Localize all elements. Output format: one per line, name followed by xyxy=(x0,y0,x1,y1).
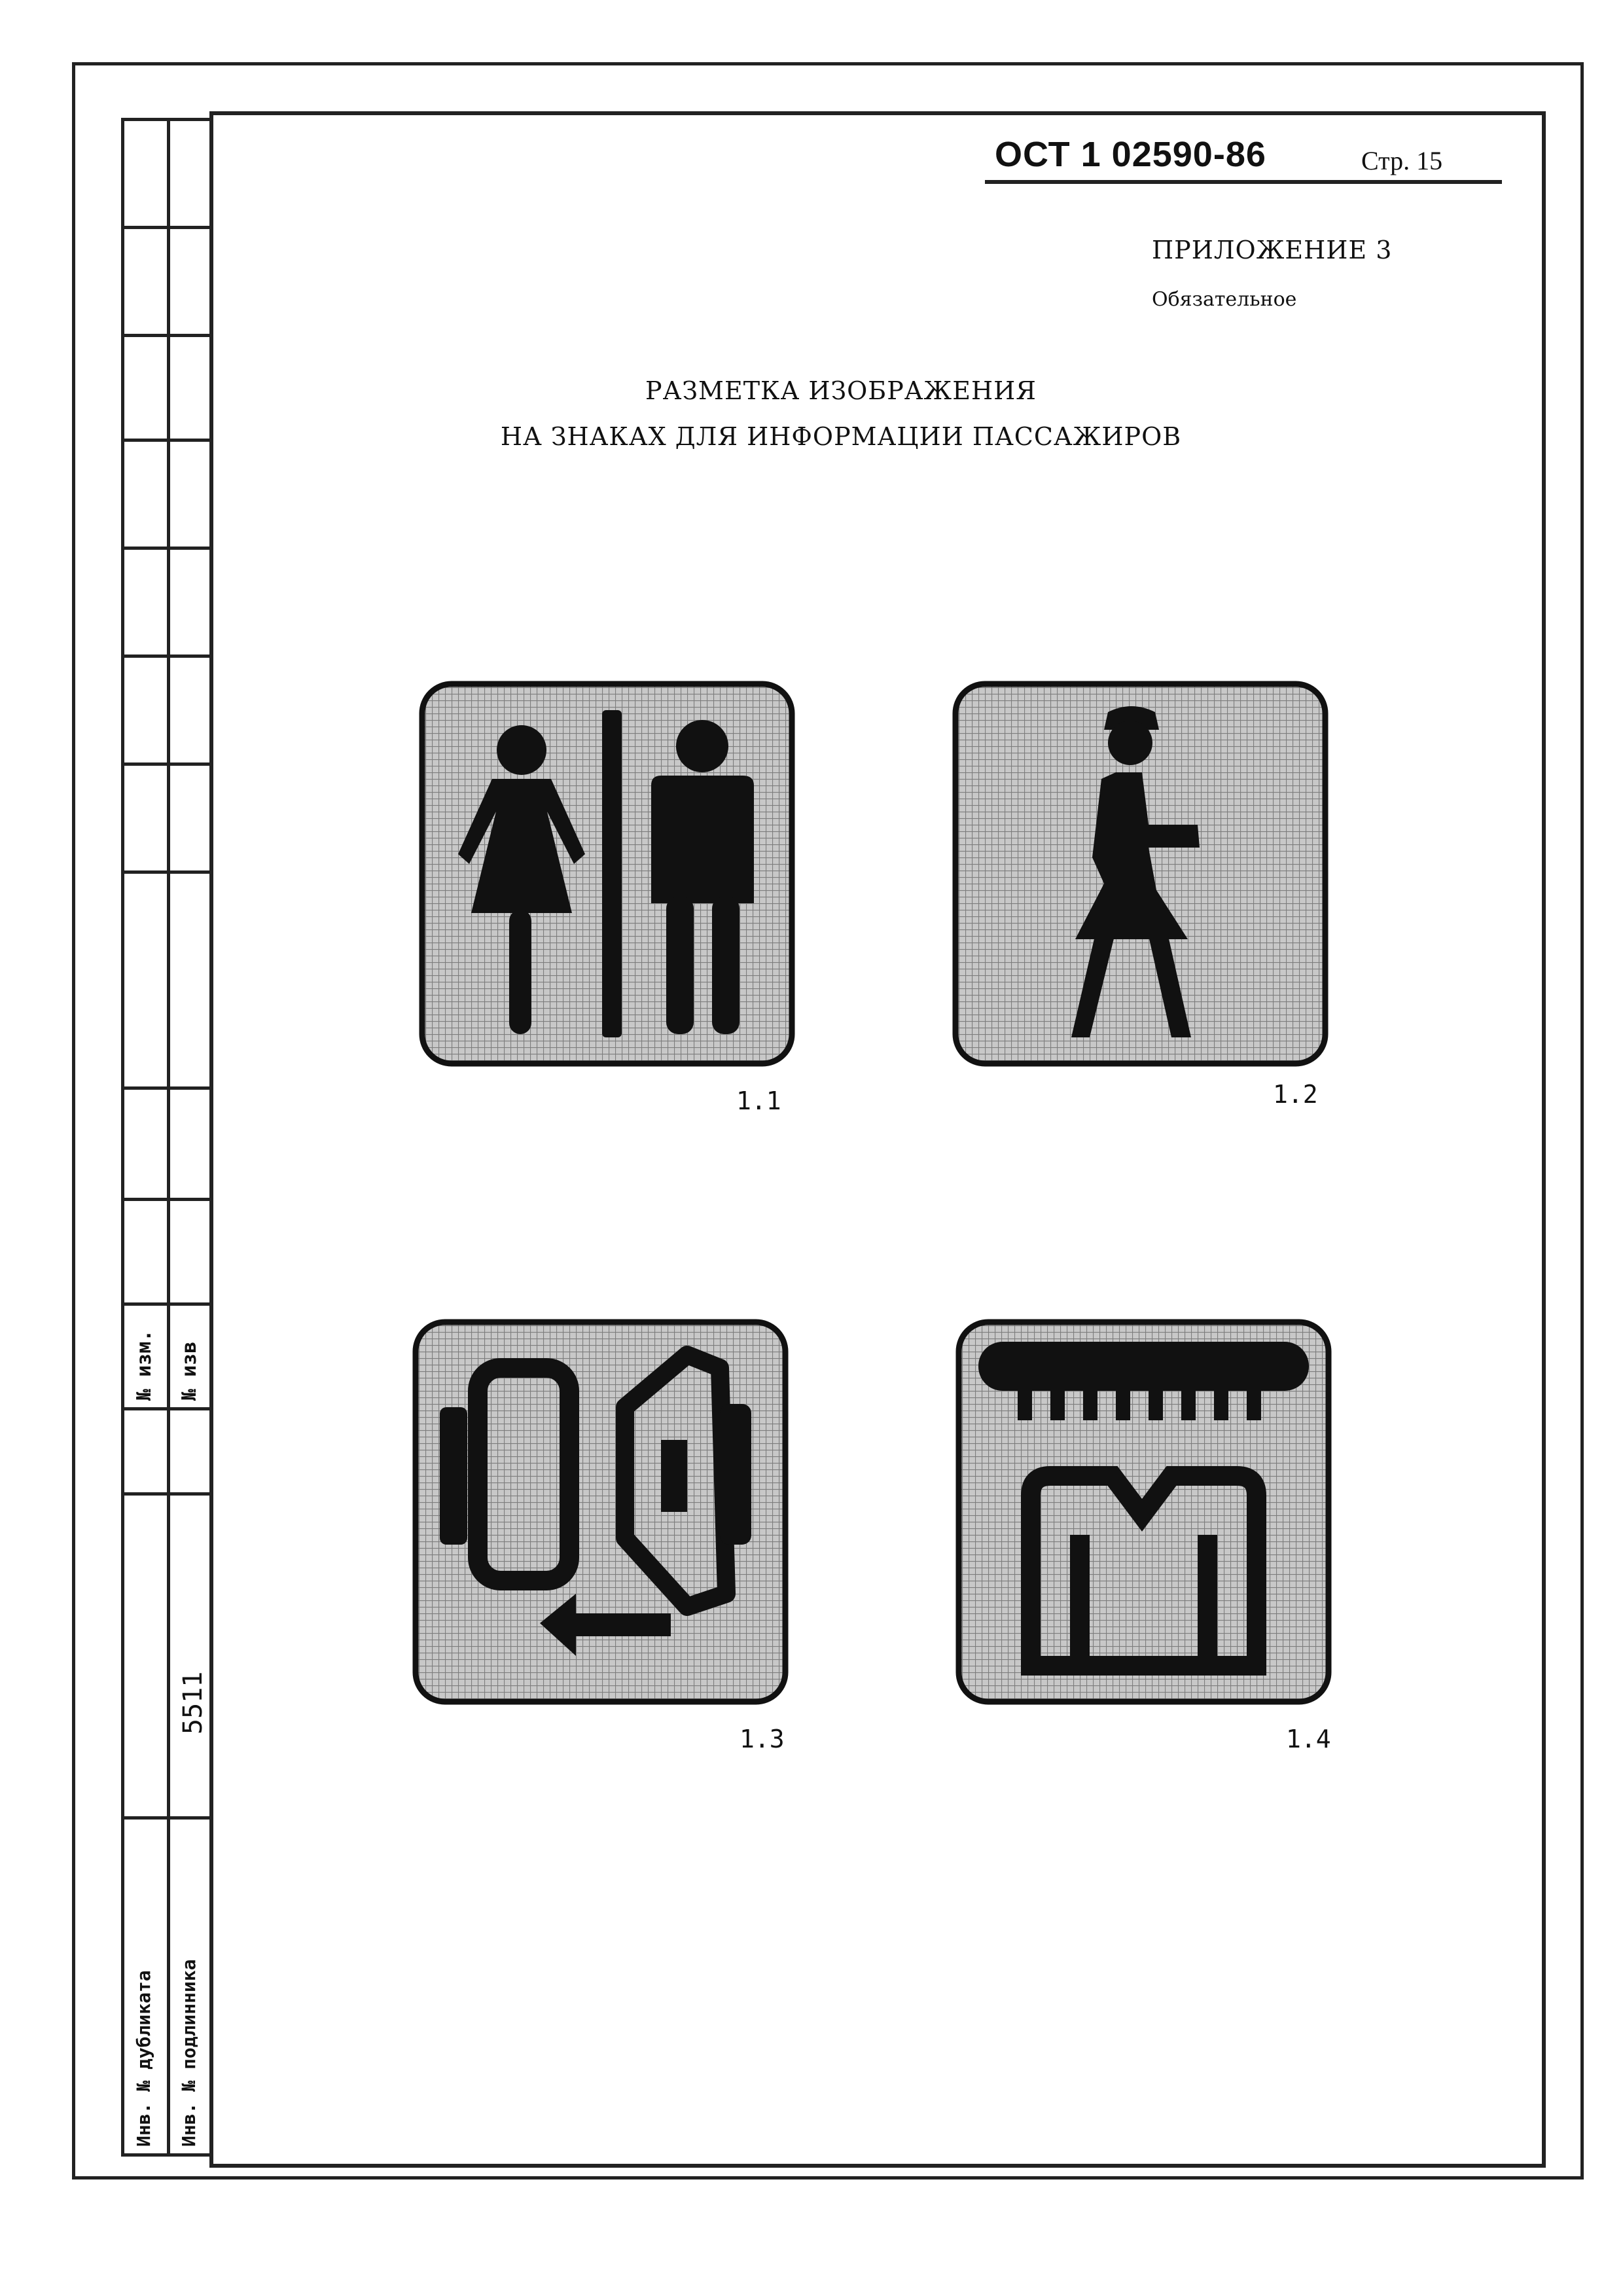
sign-label-1-1: 1.1 xyxy=(736,1086,781,1115)
appendix-note: Обязательное xyxy=(1152,288,1297,311)
appendix-title: ПРИЛОЖЕНИЕ 3 xyxy=(1152,236,1393,264)
binding-top xyxy=(121,118,213,121)
binding-row-line xyxy=(121,1086,213,1090)
binding-row-line xyxy=(121,655,213,658)
binding-row-line xyxy=(121,1816,213,1820)
notice-number-label: № изв xyxy=(178,1341,201,1401)
seatbelt-speaker-icon xyxy=(412,1319,789,1705)
change-number-label: № изм. xyxy=(133,1329,156,1401)
inner-frame xyxy=(209,111,1546,2168)
binding-row-line xyxy=(121,1198,213,1201)
binding-row-line xyxy=(121,762,213,766)
heading-line-1: РАЗМЕТКА ИЗОБРАЖЕНИЯ xyxy=(645,376,1037,405)
binding-row-line xyxy=(121,1302,213,1306)
binding-row-line xyxy=(121,334,213,337)
flight-attendant-icon xyxy=(952,681,1329,1067)
binding-row-line xyxy=(121,547,213,550)
duplicate-inventory-label: Инв. № дубликата xyxy=(133,1970,154,2147)
heading-line-2: НА ЗНАКАХ ДЛЯ ИНФОРМАЦИИ ПАССАЖИРОВ xyxy=(500,422,1182,451)
toilet-woman-man-icon xyxy=(419,681,795,1067)
binding-row-line xyxy=(121,1492,213,1496)
sign-label-1-2: 1.2 xyxy=(1273,1080,1318,1109)
page-number: Стр. 15 xyxy=(1361,146,1443,175)
sign-label-1-3: 1.3 xyxy=(740,1725,785,1753)
binding-row-line xyxy=(121,2153,213,2157)
inventory-number-value: 5511 xyxy=(178,1671,208,1734)
original-inventory-label: Инв. № подлинника xyxy=(178,1959,200,2147)
binding-row-line xyxy=(121,870,213,874)
sign-label-1-4: 1.4 xyxy=(1286,1725,1331,1753)
wardrobe-clothing-icon xyxy=(955,1319,1332,1705)
binding-row-line xyxy=(121,226,213,229)
document-number: ОСТ 1 02590-86 xyxy=(995,135,1266,174)
header-rule xyxy=(985,180,1502,184)
binding-row-line xyxy=(121,1407,213,1410)
